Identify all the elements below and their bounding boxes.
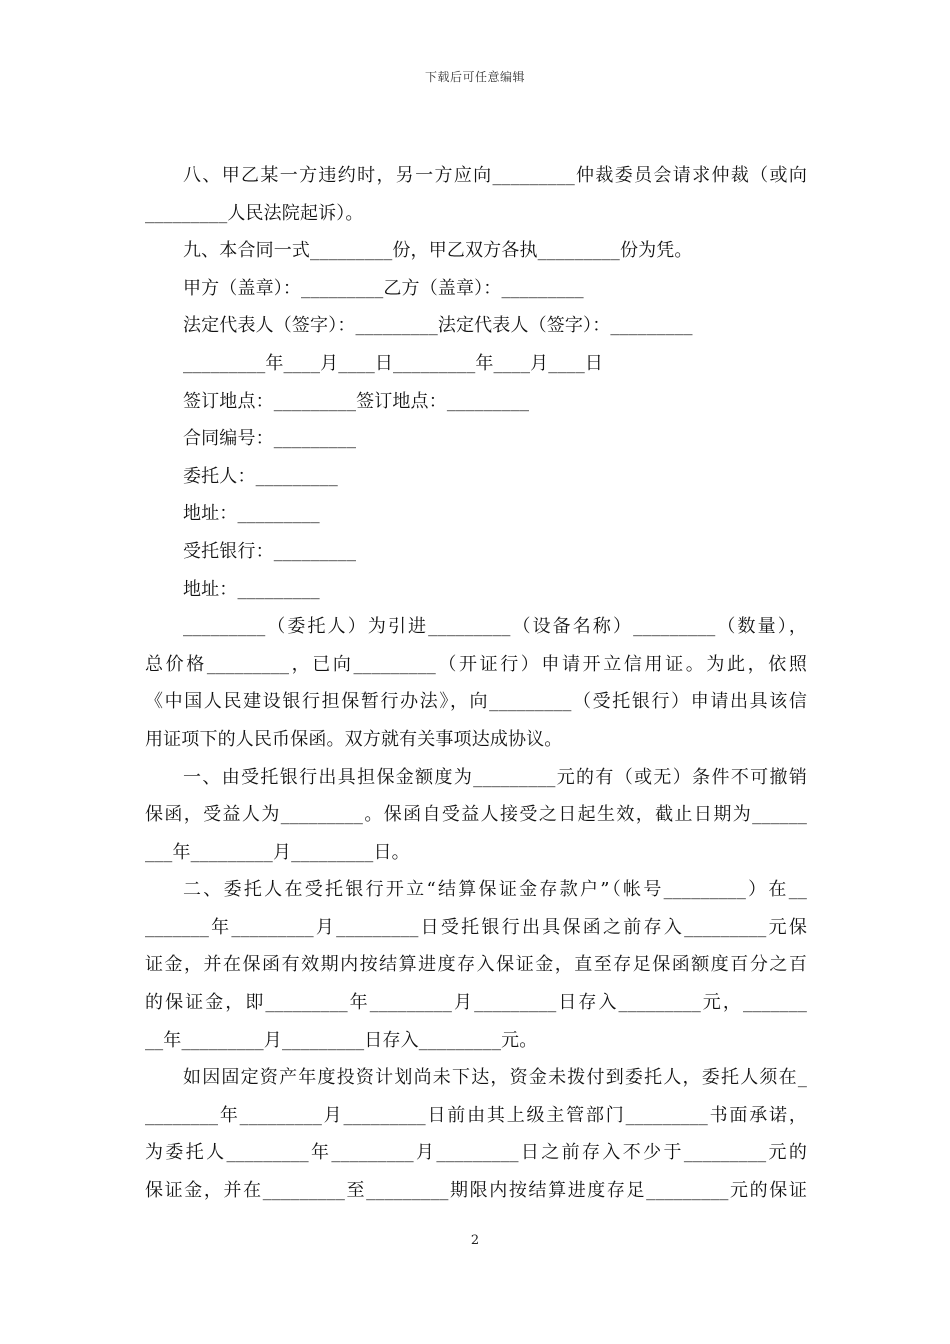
document-line: __年_________月_________日存入_________元。 (145, 1029, 538, 1051)
document-line: 八、甲乙某一方违约时，另一方应向_________仲裁委员会请求仲裁（或向 (183, 165, 807, 186)
document-line: 一、由受托银行出具担保金额度为_________元的有（或无）条件不可撤销 (183, 766, 807, 788)
document-line: _________年____月____日_________年____月____日 (183, 352, 603, 374)
document-line: 甲方（盖章）：_________乙方（盖章）：_________ (183, 277, 584, 299)
document-line: 《中国人民建设银行担保暂行办法》，向_________（受托银行）申请出具该信 (145, 691, 807, 713)
document-line: 用证项下的人民币保函。双方就有关事项达成协议。 (145, 728, 563, 750)
document-line: 法定代表人（签字）：_________法定代表人（签字）：_________ (183, 315, 693, 337)
document-line: _________（委托人）为引进_________（设备名称）_________（数量）， (183, 616, 807, 638)
document-line: 二、委托人在受托银行开立“结算保证金存款户”（帐号_________）在__ (183, 879, 807, 901)
document-line: 地址：_________ (183, 503, 320, 525)
document-line: 合同编号：_________ (183, 428, 357, 450)
document-line: 总价格_________，已向_________（开证行）申请开立信用证。为此，依照 (145, 653, 807, 675)
document-line: 保证金，并在_________至_________期限内按结算进度存足_________元的保证 (145, 1180, 807, 1202)
document-line: 签订地点：_________签订地点：_________ (183, 390, 530, 412)
document-line: _______年_________月_________日受托银行出具保函之前存入_________元保 (145, 916, 807, 938)
page-number: 2 (470, 1233, 480, 1248)
document-line: _________人民法院起诉）。 (145, 202, 364, 224)
document-line: 委托人：_________ (183, 465, 338, 487)
page-header: 下载后可任意编辑 (424, 70, 525, 84)
document-line: 的保证金，即_________年_________月_________日存入_________元，_______ (145, 992, 807, 1014)
document-line: 保函，受益人为_________。保函自受益人接受之日起生效，截止日期为______ (145, 804, 807, 826)
document-line: 地址：_________ (183, 578, 320, 600)
document-line: 受托银行：_________ (183, 540, 357, 562)
document-line: 如因固定资产年度投资计划尚未下达，资金未拨付到委托人，委托人须在_ (183, 1067, 807, 1089)
document-line: 证金，并在保函有效期内按结算进度存入保证金，直至存足保函额度百分之百 (145, 954, 807, 976)
document-line: ________年_________月_________日前由其上级主管部门_________书面承诺， (145, 1104, 807, 1126)
document-line: 为委托人_________年_________月_________日之前存入不少于_________元的 (145, 1142, 807, 1164)
document-line: 九、本合同一式_________份，甲乙双方各执_________份为凭。 (183, 240, 693, 262)
document-line: ___年_________月_________日。 (145, 841, 410, 863)
document-body (145, 157, 807, 1210)
